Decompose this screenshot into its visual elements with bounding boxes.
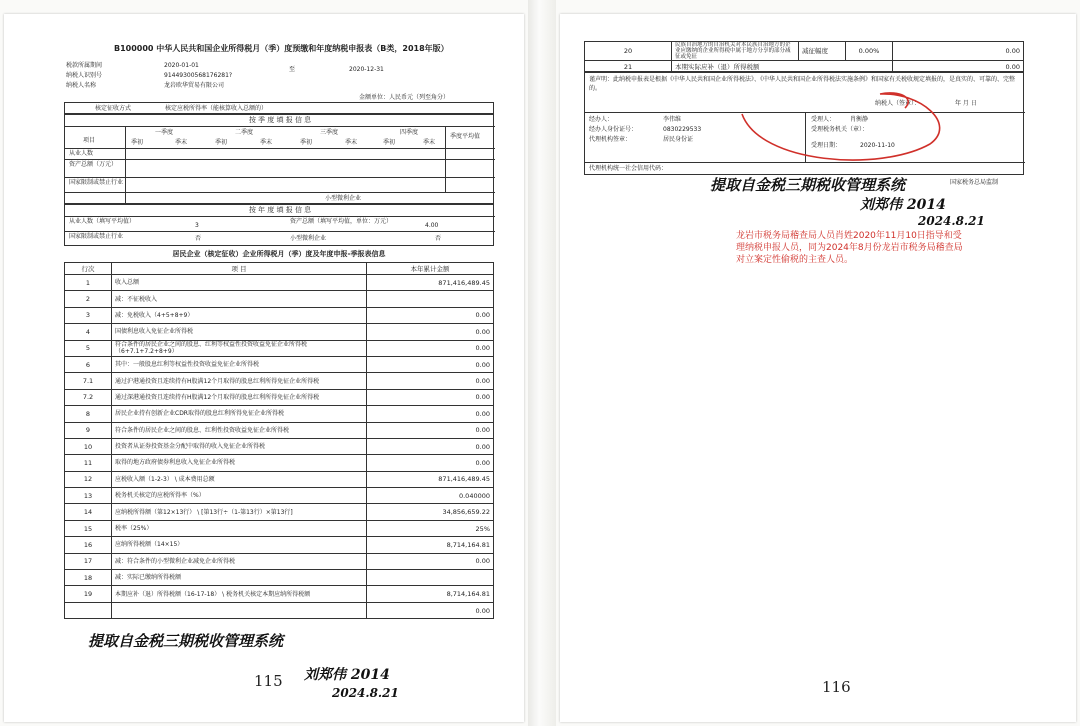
handwriting-date-left: 2024.8.21	[332, 686, 399, 700]
period-sep: 至	[289, 66, 296, 73]
row-item: 本期应补（退）所得税额（16-17-18） \ 税务机关核定本期应纳所得税额	[112, 586, 367, 602]
row-line-no: 19	[65, 586, 112, 602]
page-number-left: 115	[254, 672, 283, 690]
book-gutter	[528, 0, 556, 726]
taxpayer-sign: 纳税人（签章）：	[875, 100, 921, 107]
row-line-no: 7.2	[65, 389, 112, 405]
annual-row1-label: 从业人数（填写平均值）	[69, 218, 136, 225]
detail-row	[65, 307, 494, 323]
row-item: 取得的地方政府债券利息收入免征企业所得税	[112, 455, 367, 471]
period-to: 2020-12-31	[349, 66, 384, 73]
row-line-no: 6	[65, 356, 112, 372]
annual-row2-mid-value: 否	[435, 235, 442, 242]
currency-label: 金额单位：人民币元（列至角分）	[359, 94, 450, 101]
row-item: 减：符合条件的小型微利企业减免企业所得税	[112, 553, 367, 569]
row-item: 居民企业持有创新企业CDR取得的股息红利所得免征企业所得税	[112, 406, 367, 422]
row-line-no: 11	[65, 455, 112, 471]
annual-row1-mid-value: 4.00	[425, 222, 439, 229]
row-item	[112, 602, 367, 618]
r20-mid-value: 0.00%	[846, 42, 893, 61]
accept-label: 受理人：	[811, 116, 836, 123]
agency-label: 代理机构签章：	[589, 136, 632, 143]
red-note: 龙岩市税务局稽查局人员肖姓2020年11月10日指导和受理纳税申报人员，同为2024年8月份龙岩市税务局稽查局对立案定性偷税的主查人员。	[736, 231, 963, 265]
row-amount: 0.00	[367, 340, 494, 356]
agency-value: 居民身份证	[663, 136, 694, 143]
row-item: 通过沪港通投资且连续持有H股满12个月取得的股息红利所得免征企业所得税	[112, 373, 367, 389]
left-page	[4, 14, 524, 722]
qb-4: 季末	[260, 139, 273, 146]
q4-label: 四季度	[400, 129, 419, 136]
annual-row1-mid-label: 资产总额（填写平均值，单位：万元）	[290, 218, 393, 225]
small-label-1: 小型微利企业	[325, 195, 362, 202]
q3-label: 三季度	[320, 129, 339, 136]
row-item: 应纳所得税额（14×15）	[112, 537, 367, 553]
row-amount: 8,714,164.81	[367, 586, 494, 602]
row-amount: 0.00	[367, 438, 494, 454]
detail-row	[65, 455, 494, 471]
r20-mid-label: 减征幅度	[799, 42, 846, 61]
qb-3: 季初	[215, 139, 228, 146]
detail-row	[65, 488, 494, 504]
agent-label: 经办人：	[589, 116, 614, 123]
detail-row	[65, 438, 494, 454]
page-number-right: 116	[822, 678, 851, 696]
row-amount: 0.00	[367, 422, 494, 438]
row-item: 应税收入额（1-2-3） \ 成本费用总额	[112, 471, 367, 487]
detail-row	[65, 602, 494, 618]
detail-header: 居民企业（核定征收）企业所得税月（季）度及年度申报-季报表信息	[172, 250, 386, 258]
row-line-no: 14	[65, 504, 112, 520]
period-label: 税款所属期间	[66, 62, 103, 69]
row-item: 符合条件的居民企业之间的股息、红利等权益性投资收益免征企业所得税（6+7.1+7.2+8+9）	[112, 340, 367, 356]
detail-row	[65, 504, 494, 520]
agency-code-label: 代理机构统一社会信用代码：	[589, 165, 668, 172]
annual-row2-mid-label: 小型微利企业	[290, 235, 327, 242]
row-amount: 8,714,164.81	[367, 537, 494, 553]
row-line-no: 7.1	[65, 373, 112, 389]
right-page	[560, 14, 1076, 722]
row-line-no: 8	[65, 406, 112, 422]
annual-row1-value: 3	[195, 222, 199, 229]
qb-5: 季初	[300, 139, 313, 146]
row-line-no: 3	[65, 307, 112, 323]
row-amount: 0.00	[367, 553, 494, 569]
row-item: 国债利息收入免征企业所得税	[112, 324, 367, 340]
detail-row	[65, 553, 494, 569]
qb-6: 季末	[345, 139, 358, 146]
item-label: 项目	[83, 137, 96, 144]
row-item: 税率（25%）	[112, 520, 367, 536]
row-line-no	[65, 602, 112, 618]
detail-row	[65, 373, 494, 389]
qb-2: 季末	[175, 139, 188, 146]
row-item: 通过深港通投资且连续持有H股满12个月取得的股息红利所得免征企业所得税	[112, 389, 367, 405]
q2-label: 二季度	[235, 129, 254, 136]
row-amount: 0.00	[367, 307, 494, 323]
row-line-no: 4	[65, 324, 112, 340]
col-amount-header: 本年累计金额	[367, 263, 494, 275]
q1-label: 一季度	[155, 129, 174, 136]
quarterly-block	[64, 114, 494, 204]
bureau-note: 国家税务总局监制	[950, 179, 999, 186]
r21-amount: 0.00	[893, 61, 1024, 73]
row-amount	[367, 570, 494, 586]
row-line-no: 12	[65, 471, 112, 487]
annual-row2-label: 国家限制或禁止行业	[69, 233, 124, 240]
q-avg-label: 季度平均值	[450, 133, 481, 140]
row-amount: 0.00	[367, 324, 494, 340]
detail-row	[65, 586, 494, 602]
red-circle-annotation	[730, 84, 950, 174]
detail-row	[65, 520, 494, 536]
detail-row	[65, 422, 494, 438]
annual-row2-value: 否	[195, 235, 202, 242]
row-line-no: 15	[65, 520, 112, 536]
method-value: 核定应税所得率（能核算收入总额的）	[165, 105, 268, 112]
detail-row	[65, 324, 494, 340]
row-line-no: 13	[65, 488, 112, 504]
row-item: 应纳税所得额（第12×13行） \ [第13行÷（1-第13行）×第13行]	[112, 504, 367, 520]
row-amount: 25%	[367, 520, 494, 536]
q-row-1: 从业人数	[69, 150, 94, 157]
row-line-no: 17	[65, 553, 112, 569]
detail-row	[65, 356, 494, 372]
form-title: B100000 中华人民共和国企业所得税月（季）度预缴和年度纳税申报表（B类，2018年版）	[114, 44, 449, 53]
declaration-text: 谨声明：此纳税申报表是根据《中华人民共和国企业所得税法》、《中华人民共和国企业所得税法实施条例》和国家有关税收规定填报的，是真实的、可靠的、完整的。	[589, 76, 1016, 92]
row-amount: 0.00	[367, 389, 494, 405]
taxpayer-id-label: 纳税人识别号	[66, 72, 103, 79]
handwriting-sign-left: 刘郑伟 2014	[304, 667, 390, 683]
r20-no: 20	[585, 42, 672, 61]
r20-amount: 0.00	[893, 42, 1024, 61]
method-row	[64, 102, 494, 114]
row-item: 减：免税收入（4+5+8+9）	[112, 307, 367, 323]
row-line-no: 5	[65, 340, 112, 356]
agent-id-label: 经办人身份证号：	[589, 126, 638, 133]
row-item: 税务机关核定的应税所得率（%）	[112, 488, 367, 504]
qb-1: 季初	[131, 139, 144, 146]
row-item: 收入总额	[112, 275, 367, 291]
r21-no: 21	[585, 61, 672, 73]
accept-value: 肖衡静	[850, 116, 869, 123]
row-line-no: 9	[65, 422, 112, 438]
row-item: 减：不征税收入	[112, 291, 367, 307]
row-amount: 0.00	[367, 406, 494, 422]
agent-id-value: 0830229533	[663, 126, 702, 133]
detail-table	[64, 262, 494, 619]
taxpayer-id: 91449300568176281?	[164, 72, 233, 79]
row-amount: 34,856,659.22	[367, 504, 494, 520]
taxpayer-name-label: 纳税人名称	[66, 82, 97, 89]
row-line-no: 18	[65, 570, 112, 586]
period-from: 2020-01-01	[164, 62, 199, 69]
row-line-no: 2	[65, 291, 112, 307]
qb-7: 季初	[383, 139, 396, 146]
handwriting-date-right: 2024.8.21	[918, 214, 985, 228]
row-line-no: 16	[65, 537, 112, 553]
row-amount: 871,416,489.45	[367, 471, 494, 487]
r20-item: 民族自治地方的自治机关对本民族自治地方的企业应缴纳的企业所得税中属于地方分享的部分减征或免征	[672, 42, 799, 61]
qb-8: 季末	[423, 139, 436, 146]
row-line-no: 1	[65, 275, 112, 291]
row-amount: 0.040000	[367, 488, 494, 504]
q-row-2: 资产总额（万元）	[69, 161, 118, 168]
detail-row	[65, 291, 494, 307]
handwriting-line-right: 提取自金税三期税收管理系统	[710, 176, 906, 194]
accept-date-label: 受理日期：	[811, 142, 842, 149]
sign-date: 年 月 日	[955, 100, 977, 107]
r21-item: 本期实际应补（退）所得税额	[672, 61, 893, 73]
row-amount: 0.00	[367, 602, 494, 618]
row-amount: 0.00	[367, 373, 494, 389]
detail-row	[65, 537, 494, 553]
taxpayer-name: 龙岩欧华贸易有限公司	[164, 82, 225, 89]
method-label: 核定征收方式	[95, 105, 132, 112]
row-amount: 0.00	[367, 356, 494, 372]
continuation-table	[584, 41, 1024, 73]
q-row-3: 国家限制或禁止行业	[69, 179, 124, 186]
col-item-header: 项 目	[112, 263, 367, 275]
agent-value: 李伟维	[663, 116, 682, 123]
row-amount	[367, 291, 494, 307]
detail-row	[65, 275, 494, 291]
handwriting-line-left: 提取自金税三期税收管理系统	[88, 632, 284, 650]
row-amount: 871,416,489.45	[367, 275, 494, 291]
accept-date-value: 2020-11-10	[860, 142, 895, 149]
row-item: 其中：一般股息红利等权益性投资收益免征企业所得税	[112, 356, 367, 372]
quarterly-header: 按 季 度 填 报 信 息	[248, 116, 312, 124]
detail-row	[65, 570, 494, 586]
col-line-header: 行次	[65, 263, 112, 275]
handwriting-sign-right: 刘郑伟 2014	[860, 197, 946, 213]
detail-row	[65, 340, 494, 356]
row-item: 减：实际已缴纳所得税额	[112, 570, 367, 586]
detail-row	[65, 471, 494, 487]
row-line-no: 10	[65, 438, 112, 454]
detail-row	[65, 389, 494, 405]
row-item: 符合条件的居民企业之间的股息、红利性投资收益免征企业所得税	[112, 422, 367, 438]
row-item: 投资者从证券投资基金分配中取得的收入免征企业所得税	[112, 438, 367, 454]
annual-block	[64, 204, 494, 246]
annual-header: 按 年 度 填 报 信 息	[248, 206, 312, 214]
row-amount: 0.00	[367, 455, 494, 471]
detail-row	[65, 406, 494, 422]
tax-org-label: 受理税务机关（章）：	[811, 126, 869, 133]
